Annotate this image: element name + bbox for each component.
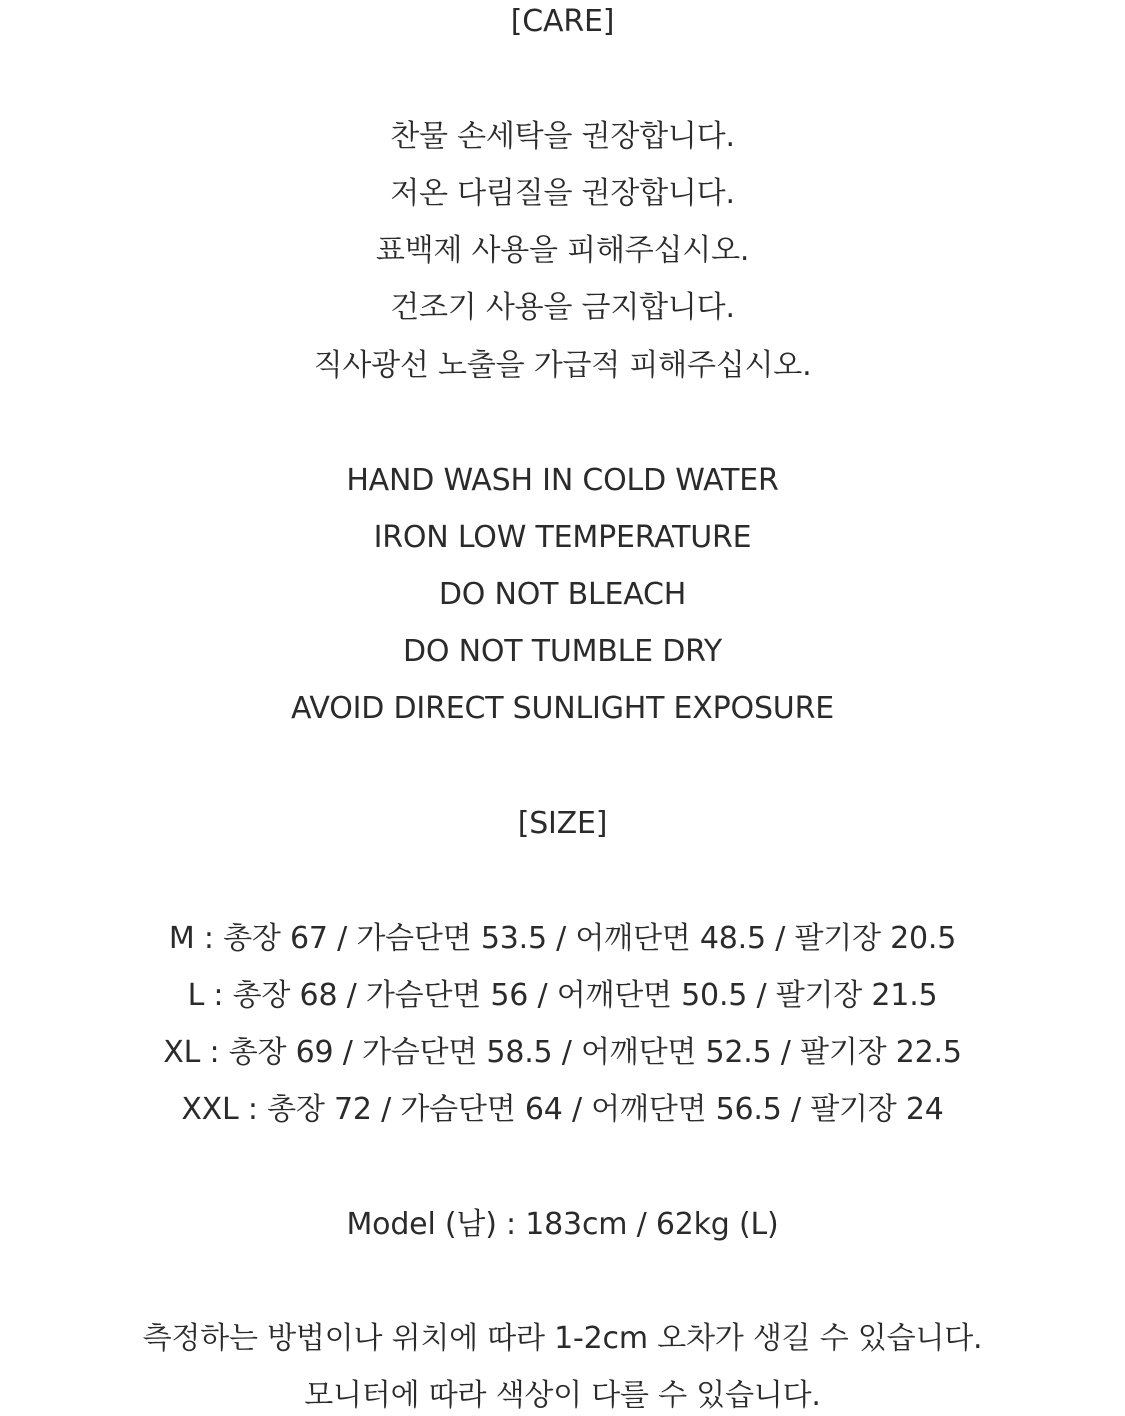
size-heading: [SIZE] xyxy=(517,806,608,841)
care-instruction-ko: 건조기 사용을 금지합니다. xyxy=(390,290,735,325)
measurement-note: 측정하는 방법이나 위치에 따라 1-2cm 오차가 생길 수 있습니다. xyxy=(142,1321,983,1356)
care-instruction-en: DO NOT TUMBLE DRY xyxy=(402,634,723,669)
care-instruction-en: HAND WASH IN COLD WATER xyxy=(346,463,779,498)
model-info: Model (남) : 183cm / 62kg (L) xyxy=(346,1207,779,1242)
care-instruction-ko: 찬물 손세탁을 권장합니다. xyxy=(390,119,735,154)
care-instruction-ko: 직사광선 노출을 가급적 피해주십시오. xyxy=(313,348,812,383)
size-row: XL : 총장 69 / 가슴단면 58.5 / 어깨단면 52.5 / 팔기장 22.5 xyxy=(163,1035,962,1070)
size-row: XXL : 총장 72 / 가슴단면 64 / 어깨단면 56.5 / 팔기장 24 xyxy=(181,1092,944,1127)
care-heading: [CARE] xyxy=(510,4,615,39)
care-instruction-en: DO NOT BLEACH xyxy=(438,577,687,612)
care-instruction-en: IRON LOW TEMPERATURE xyxy=(373,520,752,555)
size-row: M : 총장 67 / 가슴단면 53.5 / 어깨단면 48.5 / 팔기장 20.5 xyxy=(168,921,957,956)
care-instruction-ko: 표백제 사용을 피해주십시오. xyxy=(375,233,750,268)
care-instruction-ko: 저온 다림질을 권장합니다. xyxy=(390,176,735,211)
size-row: L : 총장 68 / 가슴단면 56 / 어깨단면 50.5 / 팔기장 21.5 xyxy=(187,978,938,1013)
color-note: 모니터에 따라 색상이 다를 수 있습니다. xyxy=(304,1378,821,1413)
care-instruction-en: AVOID DIRECT SUNLIGHT EXPOSURE xyxy=(291,691,834,726)
